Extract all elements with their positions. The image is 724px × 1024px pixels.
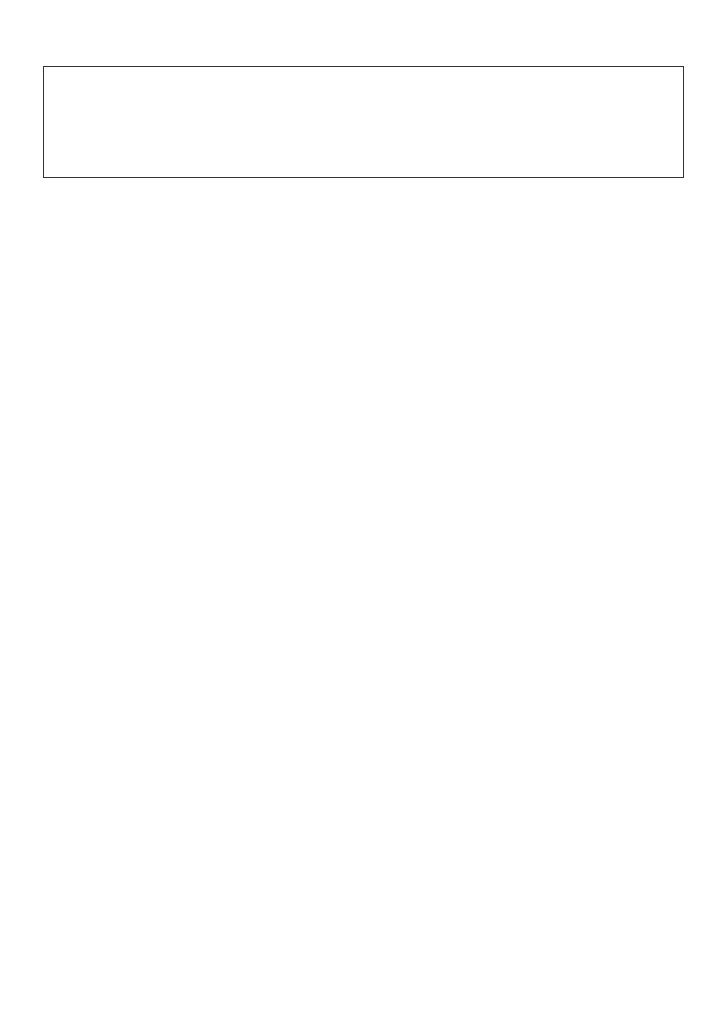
tablature-staff	[44, 67, 683, 177]
tablature-figure	[43, 66, 684, 178]
